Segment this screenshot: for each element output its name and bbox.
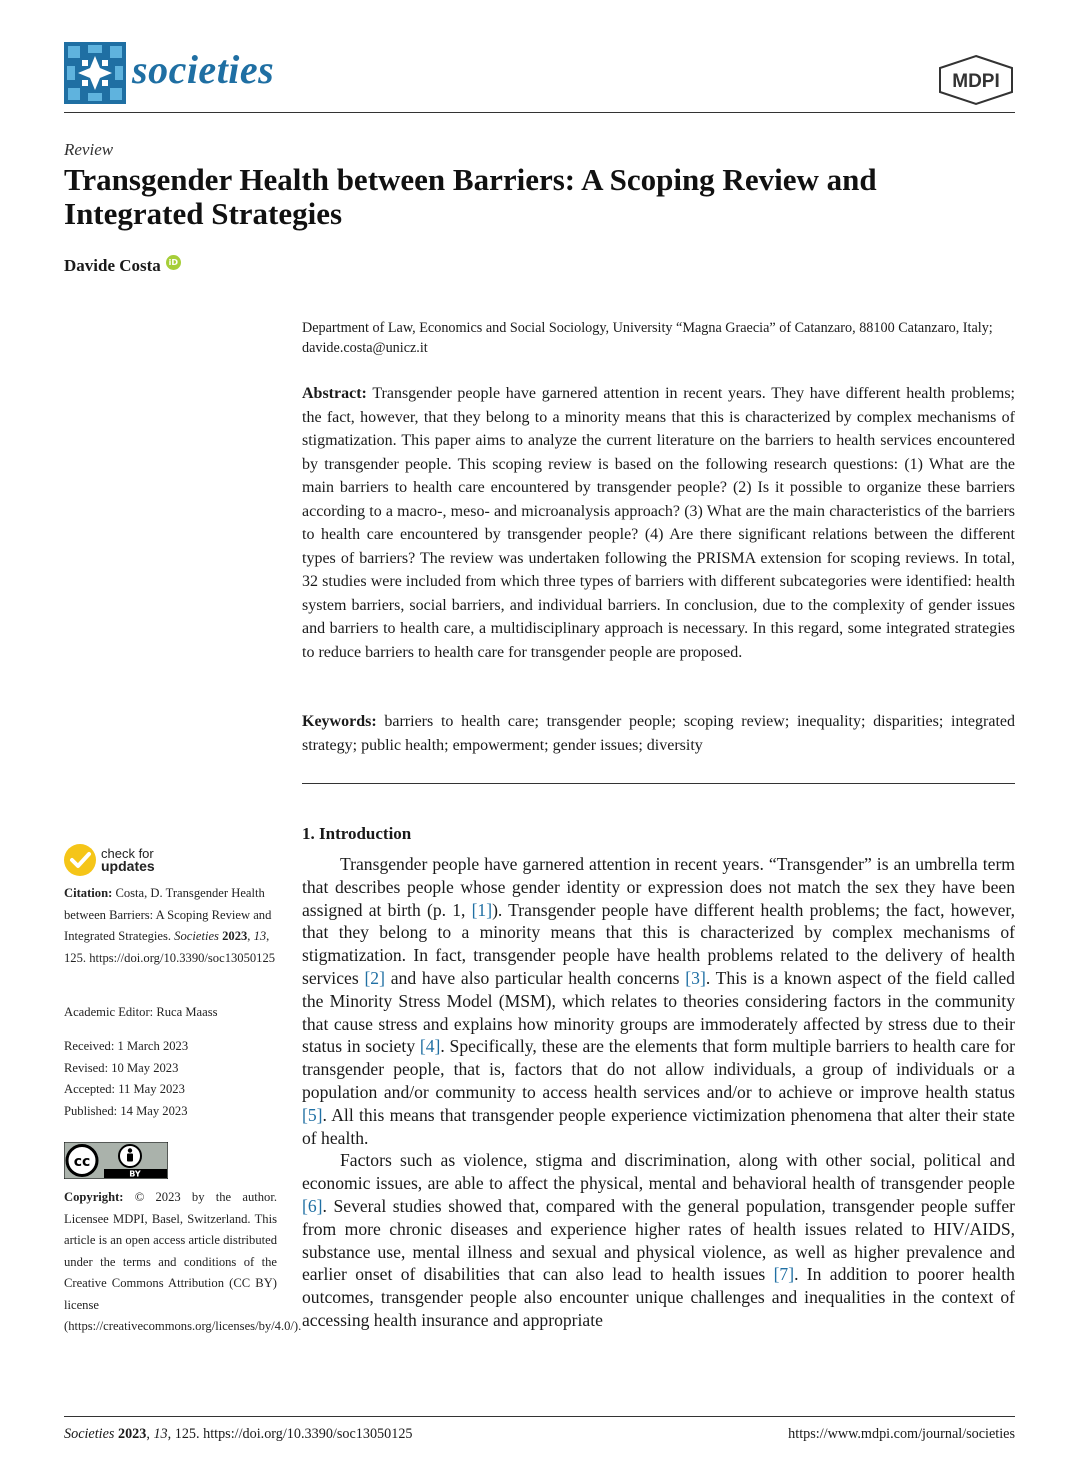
cc-by-license-icon[interactable] [64, 1142, 168, 1179]
abstract-divider [302, 783, 1015, 784]
date-received: Received: 1 March 2023 [64, 1039, 189, 1053]
intro-paragraph-2 [302, 1149, 1015, 1331]
text-run: and have also particular health concerns [384, 967, 686, 988]
header-divider [64, 112, 1015, 113]
footer-doi[interactable]: , 125. https://doi.org/10.3390/soc13050125 [167, 1426, 413, 1442]
citation-journal: Societies [174, 929, 219, 943]
text-run: . All this means that transgender people experience victimization phenomena that alter their state of health. [302, 1104, 1015, 1148]
citation-volume: 13 [253, 929, 267, 943]
article-type: Review [64, 140, 114, 159]
text-run: . In addition to poorer health outcomes, transgender people also encounter unique challenges and inequalities in the context of accessing health insurance and appropriate [302, 1264, 1015, 1330]
abstract-label: Abstract: [302, 385, 367, 402]
date-revised: Revised: 10 May 2023 [64, 1060, 179, 1075]
citation-text: Costa, D. Transgender Health between Barriers: A Scoping Review and Integrated Strategies. [64, 886, 272, 943]
journal-name[interactable]: societies [132, 47, 275, 92]
journal-logo-icon [64, 42, 126, 104]
reference-link[interactable]: [4] [419, 1036, 441, 1057]
text-run: . Specifically, these are the elements that form multiple barriers to health care for transgender people, that is, factors that do not allow individuals, a group of individuals or a population and/or community to access health services and/or to achieve or improve health status [302, 1036, 1015, 1102]
reference-link[interactable]: [2] [364, 967, 385, 988]
footer-divider [64, 1416, 1015, 1417]
keywords-text: barriers to health care; transgender people; scoping review; inequality; disparities; integrated strategy; public health; empowerment; gender issues; diversity [302, 713, 1016, 754]
introduction-body [302, 853, 1015, 1332]
reference-link[interactable]: [6] [302, 1195, 323, 1216]
citation-year: 2023 [222, 929, 248, 943]
text-run: ). Transgender people have different health problems; the fact, however, that they belong to a minority means that this is characterized by complex mechanisms of stigmatization. In fact, transgender people have health problems related to the delivery of health services [302, 899, 1015, 988]
copyright-label: Copyright: [64, 1190, 124, 1204]
author-row [64, 256, 181, 276]
abstract [302, 382, 1015, 664]
footer-year: 2023 [117, 1426, 147, 1442]
affiliation: Department of Law, Economics and Social Sociology, University “Magna Graecia” of Catanzaro, 88100 Catanzaro, Italy; davide.costa@unicz.it [302, 320, 993, 356]
citation-block: Citation: Costa, D. Transgender Health between Barriers: A Scoping Review and Integrated Strategies. Societies 2023, 13, 125. https://doi.org/10.3390/soc13050125 [64, 886, 276, 965]
abstract-text: Transgender people have garnered attention in recent years. They have different health problems; the fact, however, that they belong to a minority means that this is characterized by complex mechanisms of stigmatization. This paper aims to analyze the current literature on the barriers to health services encountered by transgender people. This scoping review is based on the following research questions: (1) What are the main barriers to health care encountered by transgender people? (2) Is it possible to organize these barriers according to a macro-, meso- and microanalysis approach? (3) What are the main characteristics of the barriers to health care encountered by transgender people? (4) Are there significant relations between the different types of barriers? The review was undertaken following the PRISMA extension for scoping reviews. In total, 32 studies were included from which three types of barriers with different subcategories were identified: health system barriers, social barriers, and individual barriers. In conclusion, due to the complexity of gender issues and barriers to health care, a multidisciplinary approach is necessary. In this regard, some integrated strategies to reduce barriers to health care for transgender people are proposed. [302, 385, 1016, 661]
intro-paragraph-1 [302, 853, 1015, 1149]
copyright-notice [64, 1187, 302, 1338]
author-name[interactable]: Davide Costa [64, 256, 161, 275]
svg-text:cc: cc [73, 1154, 91, 1170]
reference-link[interactable]: [7] [773, 1264, 795, 1285]
text-run: Factors such as violence, stigma and discrimination, along with other social, political and economic issues, are able to affect the physical, mental and behavioral health of transgender people [302, 1150, 1015, 1194]
citation-label: Citation: [64, 886, 113, 900]
check-updates-text [101, 847, 155, 873]
text-run: . Several studies showed that, compared with the general population, transgender people suffer from more chronic diseases and experience higher rates of health issues related to HIV/AIDS, substance use, mental illness and sexual and physical violence, as well as higher prevalence and earlier onset of disabilities that can also lead to health issues [302, 1195, 1015, 1285]
reference-link[interactable]: [5] [302, 1104, 323, 1125]
mdpi-logo-text: MDPI [952, 71, 1000, 92]
footer-journal-url[interactable]: https://www.mdpi.com/journal/societies [788, 1426, 1015, 1442]
reference-link[interactable]: [1] [471, 899, 493, 920]
check-updates-line1: check for [101, 846, 154, 861]
citation-doi[interactable]: , 125. https://doi.org/10.3390/soc13050125 [64, 929, 276, 965]
reference-link[interactable]: [3] [685, 967, 706, 988]
keywords-label: Keywords: [302, 713, 377, 730]
article-title: Transgender Health between Barriers: A Scoping Review and Integrated Strategies [64, 162, 877, 231]
check-for-updates-button[interactable] [64, 844, 155, 876]
footer-volume: 13 [153, 1426, 168, 1442]
section-heading-introduction: 1. Introduction [302, 824, 412, 843]
date-published: Published: 14 May 2023 [64, 1103, 188, 1118]
academic-editor: Academic Editor: Ruca Maass [64, 1005, 218, 1019]
text-run: . This is a known aspect of the field called the Minority Stress Model (MSM), which relates to theories considering factors in the community that cause stress and explains how minority groups are immoderately affected by stress due to their status in society [302, 967, 1015, 1057]
check-updates-line2: updates [101, 858, 155, 874]
cc-license-text: BY [129, 1169, 141, 1179]
orcid-icon[interactable]: iD [166, 255, 181, 270]
check-updates-icon [64, 844, 96, 876]
copyright-text: © 2023 by the author. Licensee MDPI, Basel, Switzerland. This article is an open access article distributed under the terms and conditions of the Creative Commons Attribution (CC BY) license (https://creativecommons.org/licenses/by/4.0/). [64, 1190, 302, 1333]
footer-journal: Societies [64, 1426, 115, 1442]
mdpi-logo-icon[interactable] [936, 54, 1016, 106]
text-run: Transgender people have garnered attention in recent years. “Transgender” is an umbrella term that describes people whose gender identity or expression does not match the sex they have been assigned at birth (p. 1, [302, 854, 1015, 920]
publication-dates [64, 1036, 277, 1122]
footer-citation: Societies 2023, 13, 125. https://doi.org/10.3390/soc13050125 [64, 1426, 413, 1442]
keywords [302, 710, 1015, 757]
date-accepted: Accepted: 11 May 2023 [64, 1082, 185, 1096]
